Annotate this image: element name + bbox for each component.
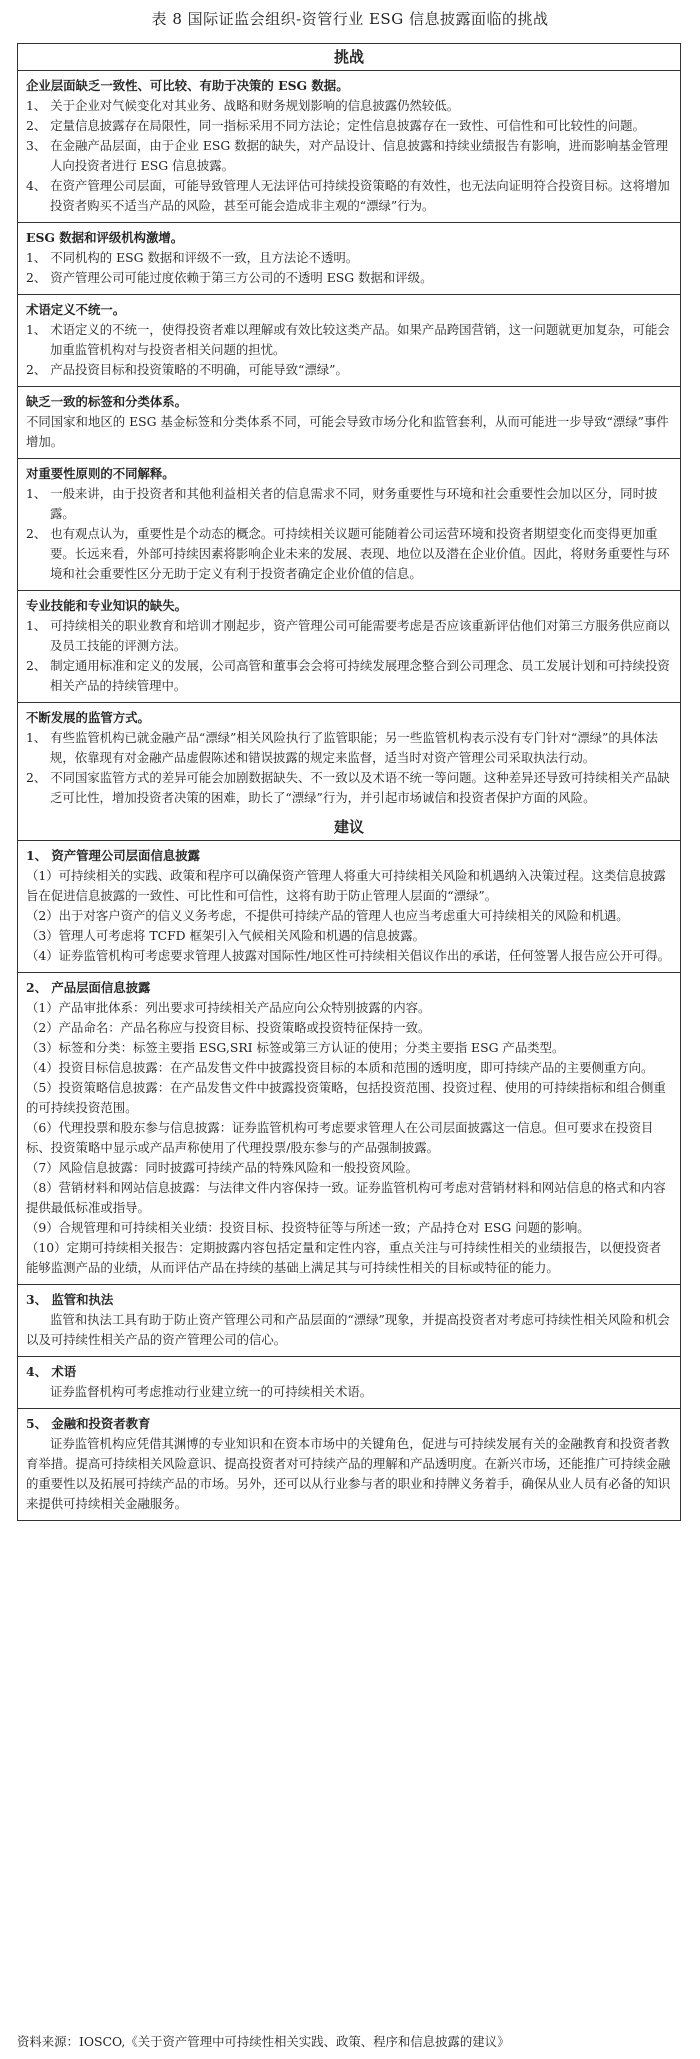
challenge-block-heading: 不断发展的监管方式。 <box>26 710 150 725</box>
challenge-list-item: 1、 有些监管机构已就金融产品“漂绿”相关风险执行了监管职能；另一些监管机构表示没有专门针对“漂绿”的具体法规，依靠现有对金融产品虚假陈述和错误披露的规定来监督，适当时对资产管理公司采取执法行动。 <box>26 730 658 765</box>
challenge-block <box>18 71 680 223</box>
suggestions-heading: 建议 <box>18 814 680 841</box>
challenges-heading: 挑战 <box>18 44 680 71</box>
challenge-list-item: 2、 不同国家监管方式的差异可能会加剧数据缺失、不一致以及术语不统一等问题。这种差异还导致可持续相关产品缺乏可比性，增加投资者决策的困难，助长了“漂绿”行为，并引起市场诚信和投资者保护方面的风险。 <box>26 770 670 805</box>
challenge-list-item: 1、 术语定义的不统一，使得投资者难以理解或有效比较这类产品。如果产品跨国营销，这一问题就更加复杂，可能会加重监管机构对与投资者相关问题的担忧。 <box>26 322 670 357</box>
suggestion-block <box>18 1357 680 1409</box>
suggestion-paragraph: （4）证券监管机构可考虑要求管理人披露对国际性/地区性可持续相关倡议作出的承诺，任何签署人报告应公开可得。 <box>26 948 670 963</box>
challenge-list-item: 2、 制定通用标准和定义的发展，公司高管和董事会会将可持续发展理念整合到公司理念、员工发展计划和可持续投资相关产品的持续管理中。 <box>26 658 670 693</box>
suggestion-block-heading: 4、 术语 <box>26 1364 77 1379</box>
challenge-list-item: 1、 关于企业对气候变化对其业务、战略和财务规划影响的信息披露仍然较低。 <box>26 98 460 113</box>
challenge-list-item: 2、 定量信息披露存在局限性，同一指标采用不同方法论；定性信息披露存在一致性、可信性和可比较性的问题。 <box>26 118 645 133</box>
suggestion-block <box>18 1285 680 1357</box>
challenge-block-heading: 术语定义不统一。 <box>26 302 126 317</box>
challenges-table <box>17 43 681 1521</box>
suggestion-paragraph: （1）产品审批体系：列出要求可持续相关产品应向公众特别披露的内容。 <box>26 1000 431 1015</box>
challenge-block <box>18 591 680 703</box>
suggestion-paragraph: （5）投资策略信息披露：在产品发售文件中披露投资策略，包括投资范围、投资过程、使用的可持续指标和组合侧重的可持续投资范围。 <box>26 1080 666 1115</box>
challenge-paragraph: 不同国家和地区的 ESG 基金标签和分类体系不同，可能会导致市场分化和监管套利，从而可能进一步导致“漂绿”事件增加。 <box>26 414 669 449</box>
suggestion-paragraph: （3）管理人可考虑将 TCFD 框架引入气候相关风险和机遇的信息披露。 <box>26 928 425 943</box>
suggestion-block-heading: 2、 产品层面信息披露 <box>26 980 151 995</box>
suggestion-paragraph: （9）合规管理和可持续相关业绩：投资目标、投资特征等与所述一致；产品持仓对 ESG 问题的影响。 <box>26 1220 590 1235</box>
suggestion-paragraph: （8）营销材料和网站信息披露：与法律文件内容保持一致。证券监管机构可考虑对营销材料和网站信息的格式和内容提供最低标准或指导。 <box>26 1180 666 1215</box>
challenge-list-item: 2、 产品投资目标和投资策略的不明确，可能导致“漂绿”。 <box>26 362 348 377</box>
challenge-block-heading: 缺乏一致的标签和分类体系。 <box>26 394 188 409</box>
challenge-block-heading: 专业技能和专业知识的缺失。 <box>26 598 188 613</box>
challenge-list-item: 2、 也有观点认为，重要性是个动态的概念。可持续相关议题可能随着公司运营环境和投资者期望变化而变得更加重要。长远来看，外部可持续因素将影响企业未来的发展、表现、地位以及潜在企业价值。因此，将财务重要性与环境和社会重要性区分无助于定义有利于投资者确定企业价值的信息。 <box>26 526 670 581</box>
suggestion-block <box>18 973 680 1285</box>
challenge-list-item: 4、 在资产管理公司层面，可能导致管理人无法评估可持续投资策略的有效性，也无法向证明符合投资目标。这将增加投资者购买不适当产品的风险，甚至可能会造成非主观的“漂绿”行为。 <box>26 178 670 213</box>
challenge-block <box>18 703 680 814</box>
suggestion-paragraph: （10）定期可持续相关报告：定期披露内容包括定量和定性内容，重点关注与可持续性相关的业绩报告，以便投资者能够监测产品的业绩，从而评估产品在持续的基础上满足其与可持续性相关的目标或特征的能力。 <box>26 1240 662 1275</box>
challenge-block-heading: 企业层面缺乏一致性、可比较、有助于决策的 ESG 数据。 <box>26 78 349 93</box>
suggestion-paragraph: （6）代理投票和股东参与信息披露：证券监管机构可考虑要求管理人在公司层面披露这一信息。但可要求在投资目标、投资策略中显示或产品声称使用了代理投票/股东参与的产品强制披露。 <box>26 1120 654 1155</box>
challenge-block <box>18 223 680 295</box>
challenge-block-heading: 对重要性原则的不同解释。 <box>26 466 175 481</box>
suggestion-paragraph: （2）产品命名：产品名称应与投资目标、投资策略或投资特征保持一致。 <box>26 1020 431 1035</box>
challenge-list-item: 2、 资产管理公司可能过度依赖于第三方公司的不透明 ESG 数据和评级。 <box>26 270 433 285</box>
source-note: 资料来源：IOSCO,《关于资产管理中可持续性相关实践、政策、程序和信息披露的建议》 <box>17 2034 510 2049</box>
challenges-section <box>18 71 680 814</box>
challenge-block <box>18 295 680 387</box>
suggestion-block-heading: 3、 监管和执法 <box>26 1292 114 1307</box>
challenge-block <box>18 387 680 459</box>
suggestion-paragraph: （7）风险信息披露：同时披露可持续产品的特殊风险和一般投资风险。 <box>26 1160 418 1175</box>
suggestion-block-heading: 1、 资产管理公司层面信息披露 <box>26 848 201 863</box>
suggestions-section <box>18 841 680 1520</box>
challenge-list-item: 1、 一般来讲，由于投资者和其他利益相关者的信息需求不同，财务重要性与环境和社会重要性会加以区分，同时披露。 <box>26 486 658 521</box>
suggestion-paragraph: 证券监管机构应凭借其渊博的专业知识和在资本市场中的关键角色，促进与可持续发展有关的金融教育和投资者教育举措。提高可持续相关风险意识、提高投资者对可持续产品的理解和产品透明度。在新兴市场，还能推广可持续金融的重要性以及拓展可持续产品的市场。另外，还可以从行业参与者的职业和持牌义务着手，确保从业人员有必备的知识来提供可持续相关金融服务。 <box>26 1436 671 1511</box>
table-title: 表 8 国际证监会组织-资管行业 ESG 信息披露面临的挑战 <box>151 10 549 28</box>
suggestion-paragraph: （4）投资目标信息披露：在产品发售文件中披露投资目标的本质和范围的透明度，即可持续产品的主要侧重方向。 <box>26 1060 654 1075</box>
suggestion-paragraph: （1）可持续相关的实践、政策和程序可以确保资产管理人将重大可持续相关风险和机遇纳入决策过程。这类信息披露旨在促进信息披露的一致性、可比性和可信性，这将有助于防止管理人层面的“漂绿”。 <box>26 868 666 903</box>
suggestion-block-heading: 5、 金融和投资者教育 <box>26 1416 151 1431</box>
suggestion-paragraph: （3）标签和分类：标签主要指 ESG,SRI 标签或第三方认证的使用；分类主要指 ESG 产品类型。 <box>26 1040 565 1055</box>
suggestion-paragraph: 监管和执法工具有助于防止资产管理公司和产品层面的“漂绿”现象，并提高投资者对考虑可持续性相关风险和机会以及可持续性相关产品的资产管理公司的信心。 <box>26 1312 670 1347</box>
challenge-list-item: 3、 在金融产品层面，由于企业 ESG 数据的缺失，对产品设计、信息披露和持续业绩报告有影响，进而影响基金管理人向投资者进行 ESG 信息披露。 <box>26 138 668 173</box>
challenge-list-item: 1、 不同机构的 ESG 数据和评级不一致，且方法论不透明。 <box>26 250 359 265</box>
challenge-list-item: 1、 可持续相关的职业教育和培训才刚起步，资产管理公司可能需要考虑是否应该重新评估他们对第三方服务供应商以及员工技能的评测方法。 <box>26 618 670 653</box>
suggestion-block <box>18 1409 680 1520</box>
suggestion-block <box>18 841 680 973</box>
suggestion-paragraph: 证券监督机构可考虑推动行业建立统一的可持续相关术语。 <box>50 1384 373 1399</box>
suggestion-paragraph: （2）出于对客户资产的信义义务考虑，不提供可持续产品的管理人也应当考虑重大可持续相关的风险和机遇。 <box>26 908 629 923</box>
challenge-block-heading: ESG 数据和评级机构激增。 <box>26 230 184 245</box>
challenge-block <box>18 459 680 591</box>
